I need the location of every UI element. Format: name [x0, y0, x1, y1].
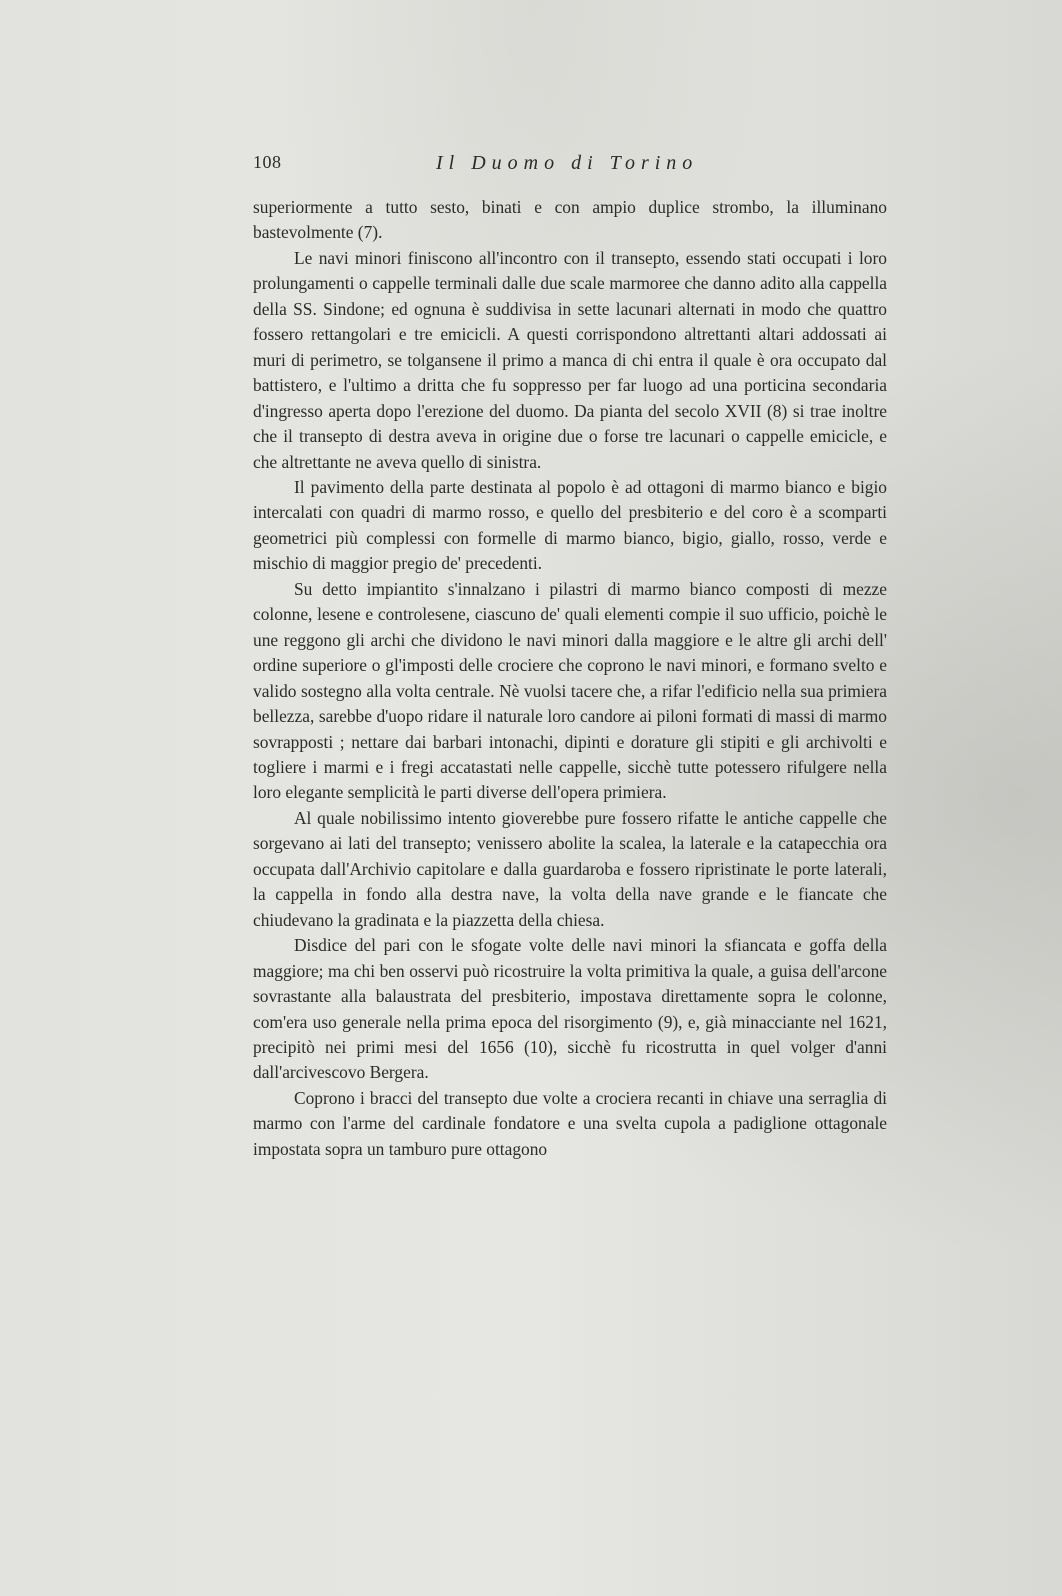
page-number: 108: [253, 152, 282, 172]
paragraph-1: superiormente a tutto sesto, binati e con ampio duplice strombo, la illuminano bastevolmente (7).: [253, 197, 887, 243]
body-text: [253, 195, 887, 1162]
paragraph-7: Coprono i bracci del transepto due volte a crociera recanti in chiave una serraglia di marmo con l'arme del cardinale fondatore e una svelta cupola a padiglione ottagonale impostata sopra un tamburo pure ottagono: [253, 1087, 887, 1159]
page-header: [253, 152, 888, 178]
paragraph-2: Le navi minori finiscono all'incontro con il transepto, essendo stati occupati i loro prolungamenti o cappelle terminali dalle due scale marmoree che danno adito alla cappella della SS. Sindone; ed ognuna è suddivisa in sette lacunari alternati in modo che quattro fossero rettangolari e tre emicicli. A questi corrispondono altrettanti altari addossati ai muri di perimetro, se tolgansene il primo a manca di chi entra il quale è ora occupato dal battistero, e l'ultimo a dritta che fu soppresso per far luogo ad una porticina secondaria d'ingresso aperta dopo l'erezione del duomo. Da pianta del secolo XVII (8) si trae inoltre che il transepto di destra aveva in origine due o forse tre lacunari o cappelle emicicle, e che altrettante ne aveva quello di sinistra.: [253, 247, 887, 472]
paragraph-4: Su detto impiantito s'innalzano i pilastri di marmo bianco composti di mezze colonne, lesene e controlesene, ciascuno de' quali elementi compie il suo ufficio, poichè le une reggono gli archi che dividono le navi minori dalla maggiore e le altre gli archi dell' ordine superiore o gl'imposti delle crociere che coprono le navi minori, e formano svelto e valido sostegno alla volta centrale. Nè vuolsi tacere che, a rifar l'edificio nella sua primiera bellezza, sarebbe d'uopo ridare il naturale loro candore ai piloni formati di massi di marmo sovrapposti ; nettare dai barbari intonachi, dipinti e dorature gli stipiti e gli archivolti e togliere i marmi e i fregi accatastati nelle cappelle, sicchè tutte potessero rifulgere nella loro elegante semplicità le parti diverse dell'opera primiera.: [253, 578, 887, 803]
running-title: Il Duomo di Torino: [436, 152, 699, 174]
paragraph-6: Disdice del pari con le sfogate volte delle navi minori la sfiancata e goffa della maggiore; ma chi ben osservi può ricostruire la volta primitiva la quale, a guisa dell'arcone sovrastante alla balaustrata del presbiterio, impostava direttamente sopra le colonne, com'era uso generale nella prima epoca del risorgimento (9), e, già minacciante nel 1621, precipitò nei primi mesi del 1656 (10), sicchè fu ricostrutta in quel volger d'anni dall'arcivescovo Bergera.: [253, 935, 887, 1083]
paragraph-3: Il pavimento della parte destinata al popolo è ad ottagoni di marmo bianco e bigio intercalati con quadri di marmo rosso, e quello del presbiterio e del coro è a scomparti geometrici più complessi con formelle di marmo bianco, bigio, giallo, rosso, verde e mischio di maggior pregio de' precedenti.: [253, 476, 887, 574]
paragraph-5: Al quale nobilissimo intento gioverebbe pure fossero rifatte le antiche cappelle che sorgevano ai lati del transepto; venissero abolite la scalea, la laterale e la catapecchia ora occupata dall'Archivio capitolare e dalla guardaroba e fossero ripristinate le porte laterali, la cappella in fondo alla destra nave, la volta della nave grande e le fiancate che chiudevano la gradinata e la piazzetta della chiesa.: [253, 807, 887, 930]
